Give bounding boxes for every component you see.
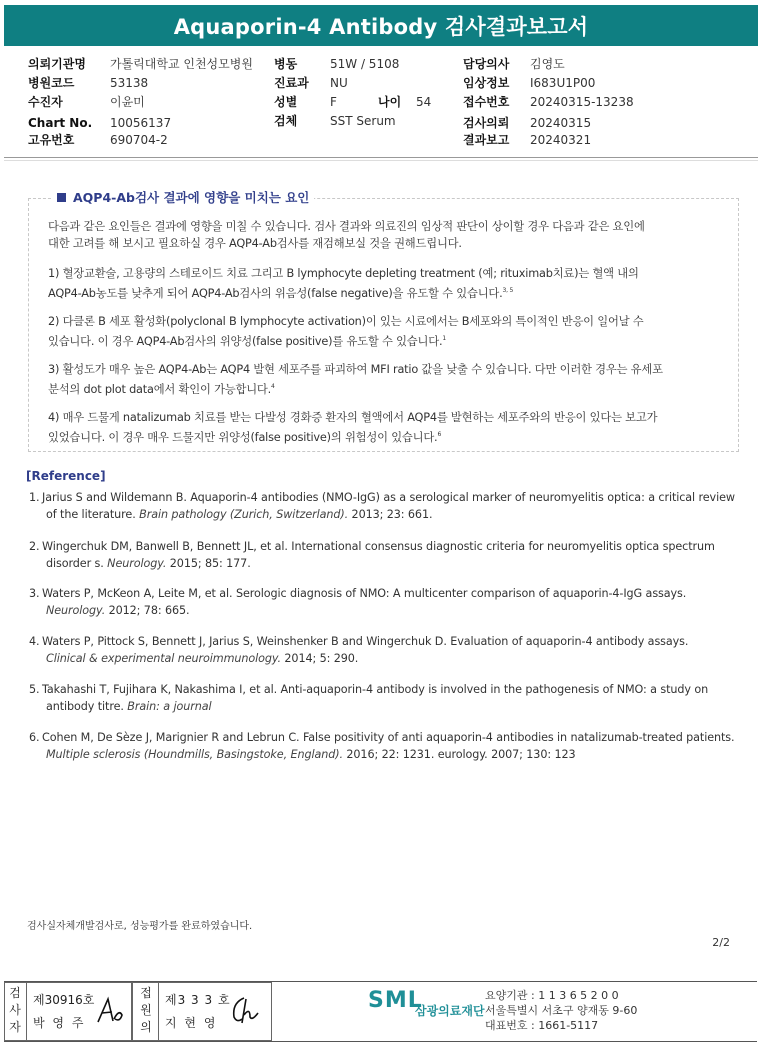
label-divider [26, 983, 27, 1040]
reference-journal: Clinical & experimental neuroimmunology. [46, 652, 281, 665]
examiner-name: 박 영 주 [33, 1016, 86, 1030]
reference-line-1: Wingerchuk DM, Banwell B, Bennett JL, et al. International consensus diagnostic criteria for neuromyelitis optica spectrum [42, 540, 715, 553]
value-age: 54 [416, 95, 432, 109]
reference-journal: Neurology. [46, 604, 106, 617]
phone-number: 대표번호 : 1661-5117 [485, 1019, 599, 1032]
value-requesting-institution: 가톨릭대학교 인천성모병원 [110, 57, 253, 71]
reference-text: antibody titre. [46, 700, 128, 713]
reference-number: 5. [29, 683, 40, 696]
label-department: 진료과 [274, 76, 309, 90]
reference-citation: 2015; 85: 177. [166, 557, 251, 570]
director-license: 제3 3 3 호 [165, 993, 231, 1007]
signature-graphic [228, 993, 264, 1027]
factor-1-line-2 [48, 282, 734, 302]
examiner-license: 제30916호 [33, 993, 95, 1007]
value-sex: F [330, 95, 337, 109]
reference-line-2 [29, 746, 749, 763]
label-doctor: 담당의사 [463, 57, 510, 71]
report-title: Aquaporin-4 Antibody 검사결과보고서 [4, 5, 758, 46]
label-clinical-info: 임상정보 [463, 76, 510, 90]
factor-1-line-1: 1) 혈장교환술, 고용량의 스테로이드 치료 그리고 B lymphocyte depleting treatment (예; rituximab치료)는 혈액 내의 [48, 267, 639, 280]
reference-item [29, 489, 749, 523]
factors-intro-line-1: 다음과 같은 요인들은 결과에 영향을 미칠 수 있습니다. 검사 결과와 의료진의 임상적 판단이 상이할 경우 다음과 같은 요인에 [48, 220, 645, 233]
examiner-label-char: 사 [9, 1003, 21, 1017]
organization-name: 삼광의료재단 [415, 1004, 485, 1018]
factor-4-citation: 6 [437, 431, 442, 438]
reference-item [29, 585, 749, 619]
factor-4-text: 있었습니다. 이 경우 매우 드물지만 위양성(false positive)의 위험성이 있습니다. [48, 430, 438, 444]
contact-info [485, 988, 637, 1033]
value-specimen: SST Serum [330, 114, 396, 128]
reference-text: disorder s. [46, 557, 108, 570]
director-label-char: 접 [140, 986, 152, 1000]
value-doctor: 김영도 [530, 57, 565, 71]
label-ward: 병동 [274, 57, 298, 71]
reference-citation: 2014; 5: 290. [280, 652, 359, 665]
reference-number: 3. [29, 587, 40, 600]
reference-citation: 2016; 22: 1231. eurology. 2007; 130: 123 [342, 748, 576, 761]
factor-2-citation: 1 [442, 335, 446, 342]
reference-line-2 [29, 555, 749, 572]
value-department: NU [330, 76, 348, 90]
reference-number: 4. [29, 635, 40, 648]
value-chart-no: 10056137 [110, 116, 172, 130]
reference-journal: Multiple sclerosis (Houndmills, Basingstoke, England). [46, 748, 343, 761]
reference-line-2 [29, 506, 749, 523]
reference-item [29, 538, 749, 572]
factor-2-line-1: 2) 다클론 B 세포 활성화(polyclonal B lymphocyte activation)이 있는 시료에서는 B세포와의 특이적인 반응이 일어날 수 [48, 315, 644, 328]
reference-number: 2. [29, 540, 40, 553]
factor-1 [48, 265, 734, 302]
factor-1-text: AQP4-Ab농도를 낮추게 되어 AQP4-Ab검사의 위음성(false negative)을 유도할 수 있습니다. [48, 286, 503, 300]
label-request-date: 검사의뢰 [463, 116, 510, 130]
factor-2-text: 있습니다. 이 경우 AQP4-Ab검사의 위양성(false positive)를 유도할 수 있습니다. [48, 334, 443, 348]
factor-3-text: 분석의 dot plot data에서 확인이 가능합니다. [48, 382, 272, 396]
value-ward: 51W / 5108 [330, 57, 400, 71]
director-name: 지 현 영 [165, 1016, 218, 1030]
examiner-label [6, 985, 24, 1036]
factor-4-line-1: 4) 매우 드물게 natalizumab 치료를 받는 다발성 경화증 환자의 혈액에서 AQP4를 발현하는 세포주와의 반응이 있다는 보고가 [48, 411, 658, 424]
factor-3-line-1: 3) 활성도가 매우 높은 AQP4-Ab는 AQP4 발현 세포주를 파괴하여 MFI ratio 값을 낮출 수 있습니다. 다만 이러한 경우는 유세포 [48, 363, 663, 376]
reference-title: [Reference] [26, 469, 106, 483]
signature-box-examiner [4, 982, 132, 1041]
label-requesting-institution: 의뢰기관명 [28, 57, 86, 71]
address: 서울특별시 서초구 양재동 9-60 [485, 1004, 638, 1017]
value-patient: 이윤미 [110, 95, 145, 109]
director-label-char: 의 [140, 1020, 152, 1034]
factor-2-line-2 [48, 330, 734, 350]
examiner-label-char: 자 [9, 1020, 21, 1034]
value-request-date: 20240315 [530, 116, 592, 130]
page-number: 2/2 [712, 936, 730, 949]
reference-line-1: Waters P, Pittock S, Bennett J, Jarius S, Weinshenker B and Wingerchuk D. Evaluation of aquaporin-4 antibody assays. [42, 635, 689, 648]
factors-intro [48, 218, 734, 252]
factor-4-line-2 [48, 426, 734, 446]
label-receipt-no: 접수번호 [463, 95, 510, 109]
label-specimen: 검체 [274, 114, 298, 128]
label-divider [158, 983, 159, 1040]
label-patient: 수진자 [28, 95, 63, 109]
reference-number: 6. [29, 731, 40, 744]
value-report-date: 20240321 [530, 133, 592, 147]
reference-number: 1. [29, 491, 40, 504]
reference-line-1: Waters P, McKeon A, Leite M, et al. Serologic diagnosis of NMO: A multicenter comparison of aquaporin-4-IgG assays. [42, 587, 687, 600]
factor-3-citation: 4 [271, 383, 275, 390]
reference-citation: 2012; 78: 665. [105, 604, 190, 617]
factor-3 [48, 361, 734, 398]
footer [4, 981, 757, 1042]
header-divider [4, 157, 758, 158]
label-hospital-code: 병원코드 [28, 76, 75, 90]
value-hospital-code: 53138 [110, 76, 149, 90]
reference-line-1: Cohen M, De Sèze J, Marignier R and Lebrun C. False positivity of anti aquaporin-4 antibodies in natalizumab-treated patients. [42, 731, 735, 744]
value-receipt-no: 20240315-13238 [530, 95, 634, 109]
square-bullet-icon [57, 193, 66, 202]
factor-3-line-2 [48, 378, 734, 398]
reference-text: of the literature. [46, 508, 140, 521]
director-signature [228, 993, 264, 1033]
label-unique-id: 고유번호 [28, 133, 75, 147]
sml-logo [368, 988, 485, 1018]
facility-code: 요양기관 : 1 1 3 6 5 2 0 0 [485, 989, 619, 1002]
reference-line-1: Takahashi T, Fujihara K, Nakashima I, et al. Anti-aquaporin-4 antibody is involved in the pathogenesis of NMO: a study on [42, 683, 709, 696]
reference-line-2 [29, 698, 749, 715]
reference-citation: 2013; 23: 661. [348, 508, 433, 521]
reference-journal: Brain pathology (Zurich, Switzerland). [139, 508, 349, 521]
signature-graphic [95, 995, 127, 1027]
label-chart-no: Chart No. [28, 116, 93, 130]
reference-journal: Brain: a journal [127, 700, 212, 713]
value-unique-id: 690704-2 [110, 133, 168, 147]
patient-info-block [0, 0, 762, 160]
logo-wordmark: SML [368, 988, 423, 1013]
reference-item [29, 633, 749, 667]
examiner-label-char: 검 [9, 986, 21, 1000]
factor-1-citation: 3, 5 [502, 287, 514, 294]
examiner-signature [95, 995, 127, 1033]
factor-4 [48, 409, 734, 446]
reference-line-2 [29, 650, 749, 667]
label-sex: 성별 [274, 95, 298, 109]
factors-title [52, 188, 314, 206]
header-divider-2 [4, 160, 758, 161]
factor-2 [48, 313, 734, 350]
reference-item [29, 729, 749, 763]
factors-intro-line-2: 대한 고려를 해 보시고 필요하실 경우 AQP4-Ab검사를 재검해보실 것을 권해드립니다. [48, 237, 462, 250]
reference-item [29, 681, 749, 715]
reference-journal: Neurology. [107, 557, 167, 570]
director-label-char: 원 [140, 1003, 152, 1017]
reference-line-1: Jarius S and Wildemann B. Aquaporin-4 antibodies (NMO-IgG) as a serological marker of neuromyelitis optica: a critical review [42, 491, 735, 504]
label-report-date: 결과보고 [463, 133, 510, 147]
signature-box-director [132, 982, 272, 1041]
director-label [137, 985, 155, 1036]
label-age: 나이 [378, 95, 402, 109]
factors-title-text: AQP4-Ab검사 결과에 영향을 미치는 요인 [73, 190, 310, 205]
value-clinical-info: I683U1P00 [530, 76, 596, 90]
validation-note: 검사실자체개발검사로, 성능평가를 완료하였습니다. [27, 921, 253, 932]
reference-line-2 [29, 602, 749, 619]
